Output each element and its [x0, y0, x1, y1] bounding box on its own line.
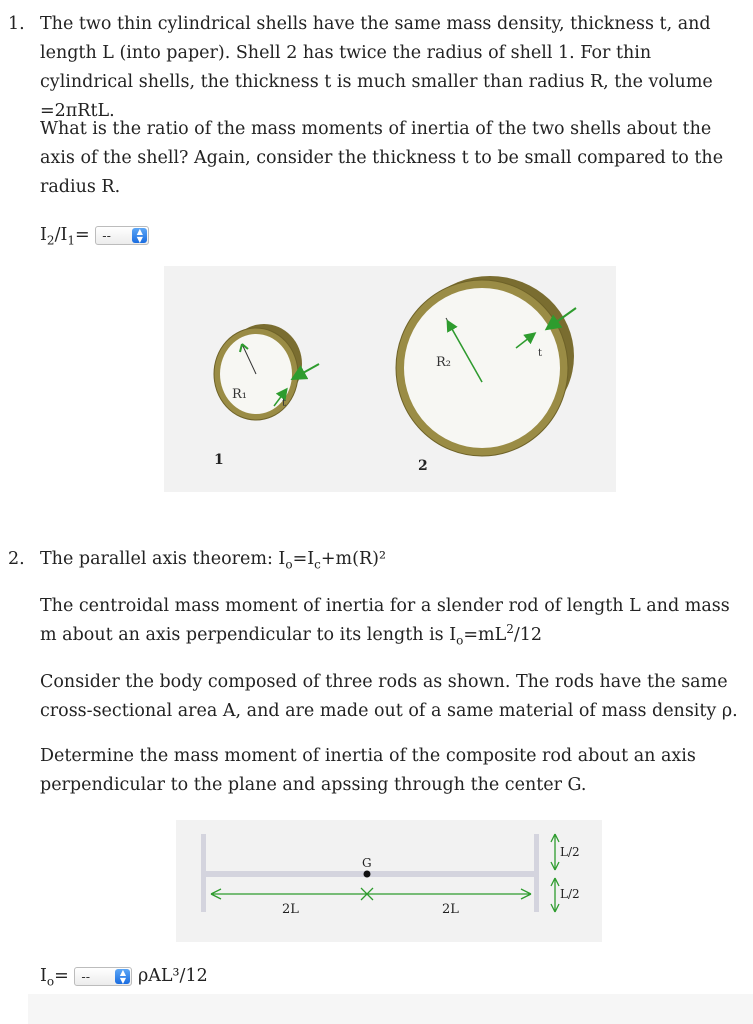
label-t2: t [538, 348, 543, 359]
task-description: Determine the mass moment of inertia of the composite rod about an axis perpendicular to the plane and apssing through the center G. [40, 746, 696, 795]
question-1-statement: The two thin cylindrical shells have the same mass density, thickness t, and length L (into paper). Shell 2 has twice the radius of shell 1. For thin cylindrical shells, the thickness t is much smaller than radius R, the volume =2πRtL. [40, 14, 713, 121]
label-r1: R₁ [232, 387, 247, 402]
label-shell-1: 1 [214, 452, 224, 468]
body-description: Consider the body composed of three rods as shown. The rods have the same cross-sectional area A, and are made out of a same material of mass density ρ. [40, 672, 738, 721]
answer-suffix: ρAL³/12 [137, 966, 208, 986]
rods-figure [176, 820, 602, 942]
answer-label: $I_o=$ [40, 966, 69, 989]
answer-row-2 [40, 962, 740, 991]
answer-row-1 [40, 221, 740, 250]
ratio-select[interactable]: -- ▲ ▼ [95, 226, 149, 245]
label-l2-top: L/2 [560, 845, 580, 859]
shells-figure [164, 266, 616, 492]
chevron-updown-icon: ▲ ▼ [132, 228, 147, 243]
label-2l-left: 2L [282, 902, 299, 917]
label-t1: t [282, 398, 287, 409]
label-shell-2: 2 [418, 458, 428, 474]
label-2l-right: 2L [442, 902, 459, 917]
answer-label: $I_2/I_1=$ [40, 225, 90, 248]
right-rod [534, 834, 539, 912]
horizontal-rod [203, 871, 539, 877]
question-number: 1. [8, 14, 25, 34]
question-1-prompt: What is the ratio of the mass moments of inertia of the two shells about the axis of the shell? Again, consider the thickness t to be small compared to the radius R. [40, 119, 724, 197]
chevron-updown-icon: ▲ ▼ [115, 969, 130, 984]
centroidal-inertia: The centroidal mass moment of inertia for a slender rod of length L and mass m about an axis perpendicular to its length is $I_o=mL^2/12$ [40, 596, 730, 648]
label-r2: R₂ [436, 355, 451, 370]
question-number: 2. [8, 549, 25, 569]
label-l2-bottom: L/2 [560, 887, 580, 901]
parallel-axis-theorem: The parallel axis theorem: $I_o=I_c+m(R)^2$ [40, 549, 386, 572]
footer-strip [28, 994, 753, 1024]
inertia-select[interactable]: -- ▲ ▼ [74, 967, 132, 986]
label-g: G [362, 856, 372, 870]
center-of-mass-point [364, 871, 371, 878]
